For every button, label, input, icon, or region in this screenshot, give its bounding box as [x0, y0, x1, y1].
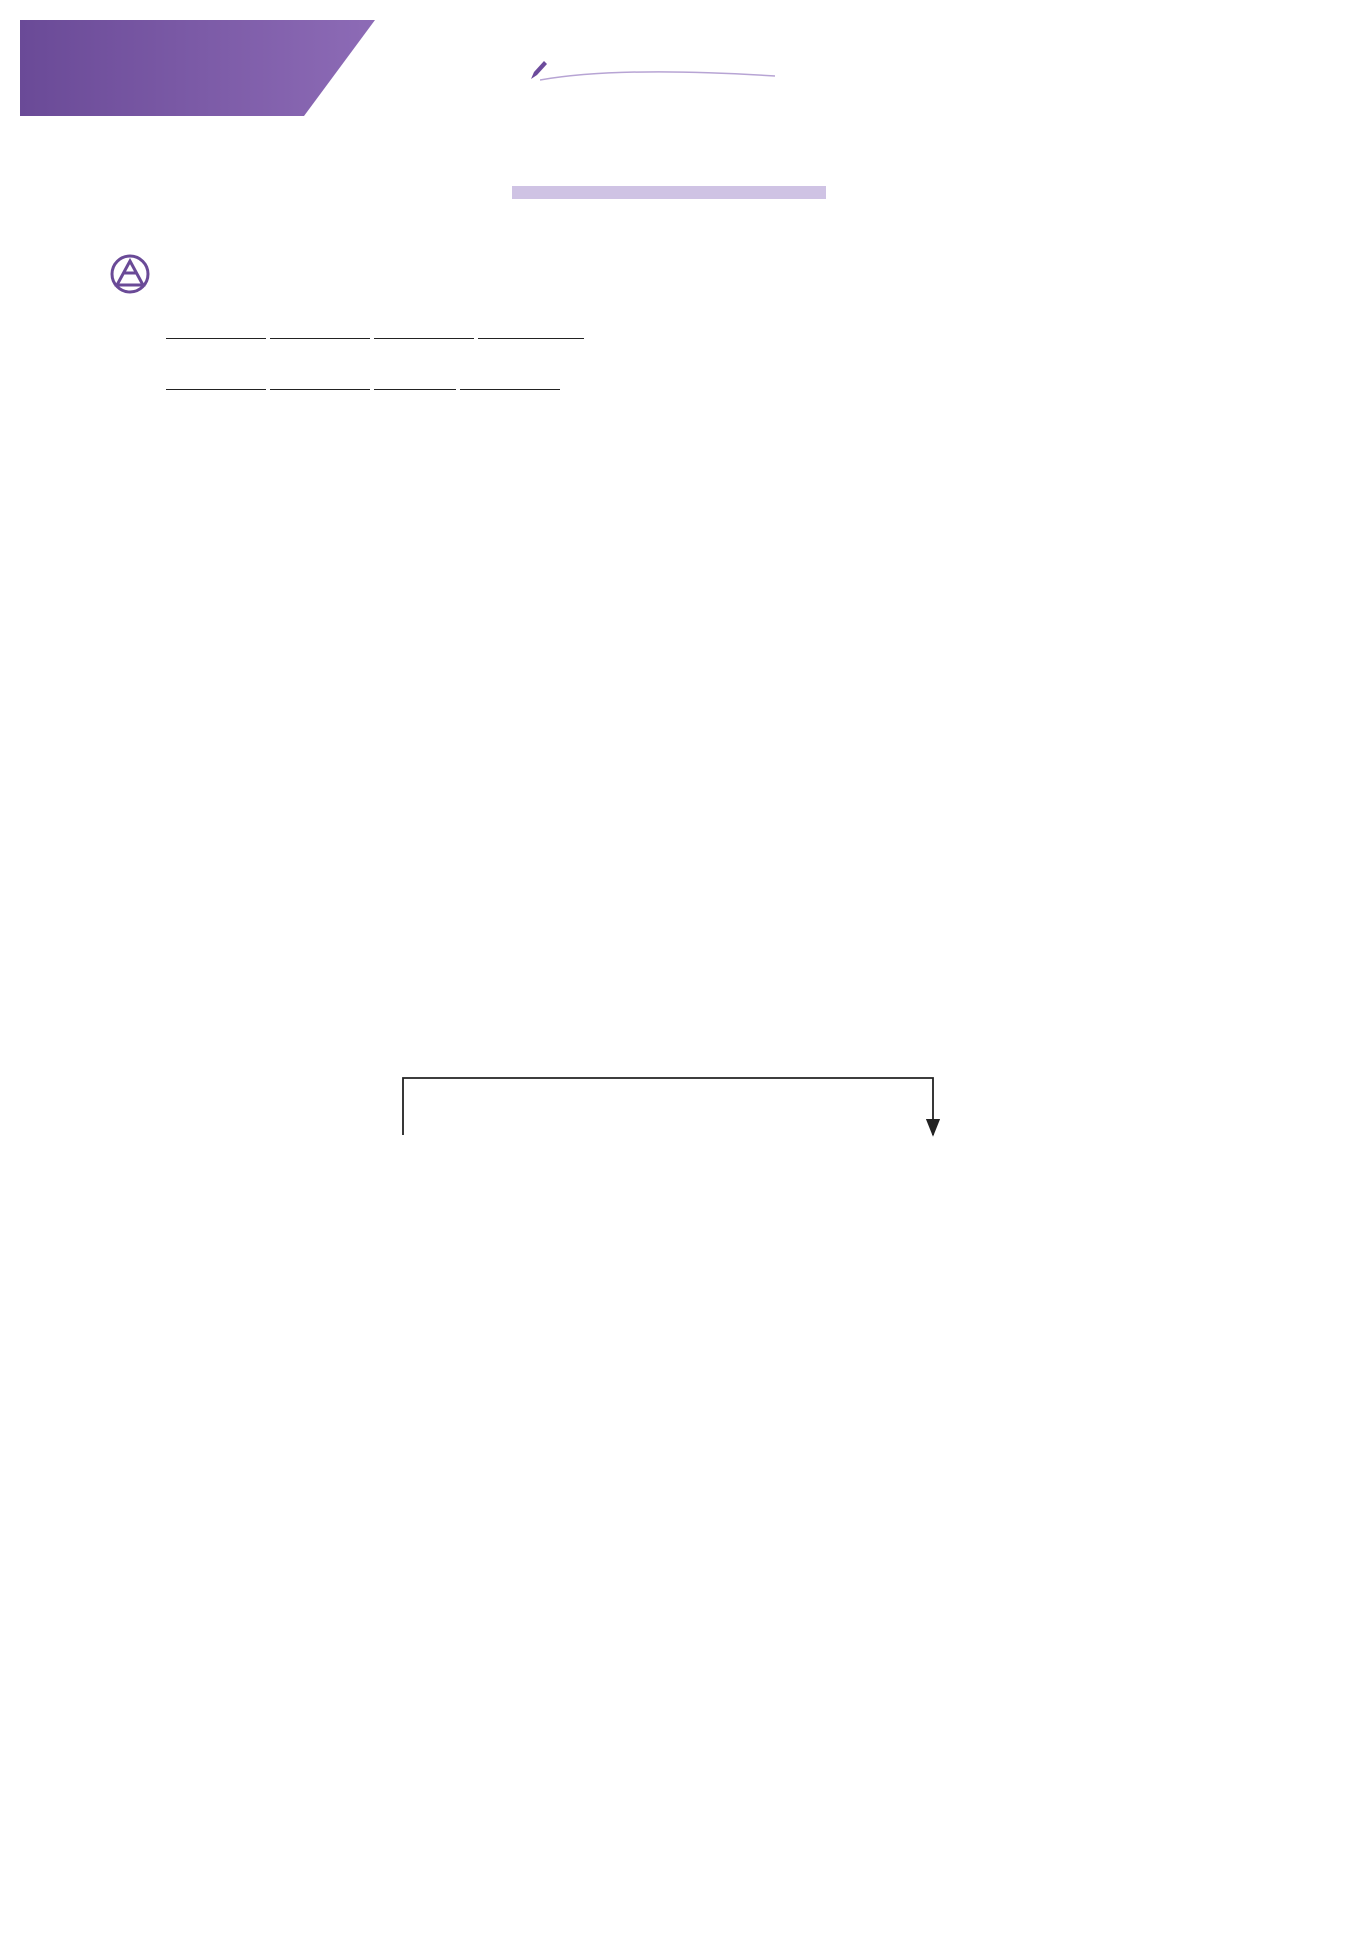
answer-blank[interactable] [478, 312, 584, 339]
header-breadcrumb [106, 62, 160, 84]
page-title [500, 152, 830, 204]
answer-blank[interactable] [460, 363, 560, 390]
answer-blank[interactable] [166, 312, 266, 339]
answer-blank[interactable] [166, 363, 266, 390]
header-swoosh-line [540, 66, 780, 86]
state-change-diagram [355, 1040, 985, 1280]
answer-blank[interactable] [374, 363, 456, 390]
question-2 [108, 306, 1233, 357]
diagram-arrows [355, 1040, 985, 1280]
question-3 [108, 357, 1233, 408]
question-list [108, 306, 1233, 408]
triangle-circle-icon [110, 254, 150, 294]
arrow-solid-to-gas [403, 1078, 933, 1135]
answer-blank[interactable] [270, 363, 370, 390]
section-content-review [110, 254, 160, 294]
answer-blank[interactable] [270, 312, 370, 339]
header-band [20, 20, 375, 116]
answer-blank[interactable] [374, 312, 474, 339]
